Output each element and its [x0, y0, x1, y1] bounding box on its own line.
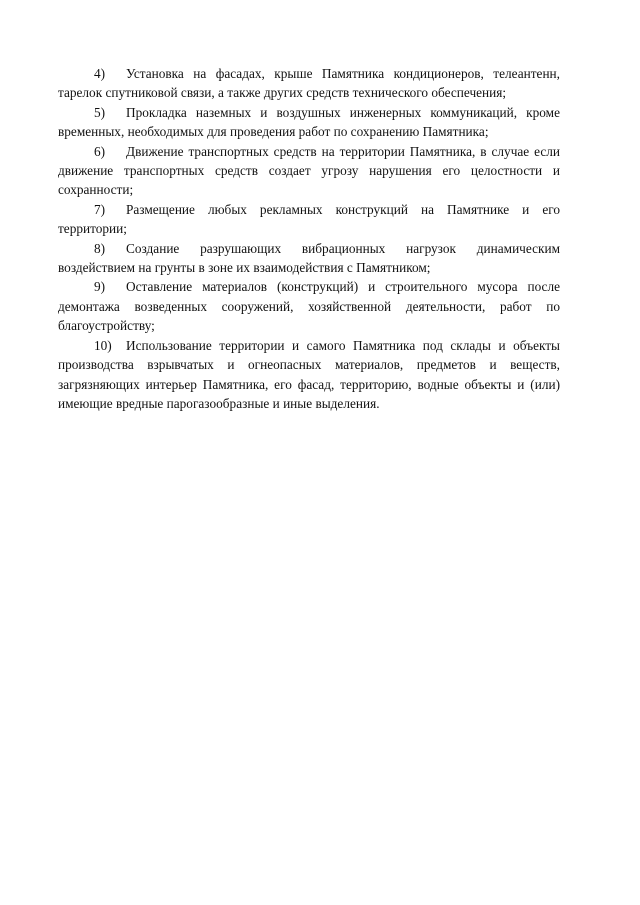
item-text: Создание разрушающих вибрационных нагрузок динамическим воздействием на грунты в зоне их взаимодействия с Памятником;: [58, 240, 560, 276]
list-item-7: [58, 200, 560, 239]
item-text: Оставление материалов (конструкций) и строительного мусора после демонтажа возведенных сооружений, хозяйственной деятельности, работ по благоустройству;: [58, 279, 560, 334]
list-item-8: [58, 239, 560, 278]
item-number: 7): [94, 201, 106, 217]
list-item-4: [58, 64, 560, 103]
item-text: Прокладка наземных и воздушных инженерных коммуникаций, кроме временных, необходимых для проведения работ по сохранению Памятника;: [58, 104, 560, 140]
item-text: Использование территории и самого Памятника под склады и объекты производства взрывчатых и огнеопасных материалов, предметов и веществ, загрязняющих интерьер Памятника, его фасад, территорию, водные объекты и (или) имеющие вредные парогазообразные и иные выделения.: [58, 337, 560, 411]
item-number: 8): [94, 240, 106, 256]
item-text: Размещение любых рекламных конструкций на Памятнике и его территории;: [58, 201, 560, 237]
item-text: Движение транспортных средств на территории Памятника, в случае если движение транспортных средств создает угрозу нарушения его целостности и сохранности;: [58, 143, 560, 198]
item-number: 4): [94, 66, 106, 81]
item-text: Установка на фасадах, крыше Памятника кондиционеров, телеантенн, тарелок спутниковой связи, а также других средств технического обеспечения;: [58, 66, 560, 101]
item-number: 9): [94, 279, 106, 295]
list-item-6: [58, 142, 560, 200]
list-item-5: [58, 103, 560, 142]
document-page: [58, 64, 560, 413]
item-number: 10): [94, 337, 112, 353]
item-number: 5): [94, 104, 106, 120]
item-number: 6): [94, 143, 106, 159]
list-item-9: [58, 277, 560, 335]
list-item-10: [58, 336, 560, 414]
